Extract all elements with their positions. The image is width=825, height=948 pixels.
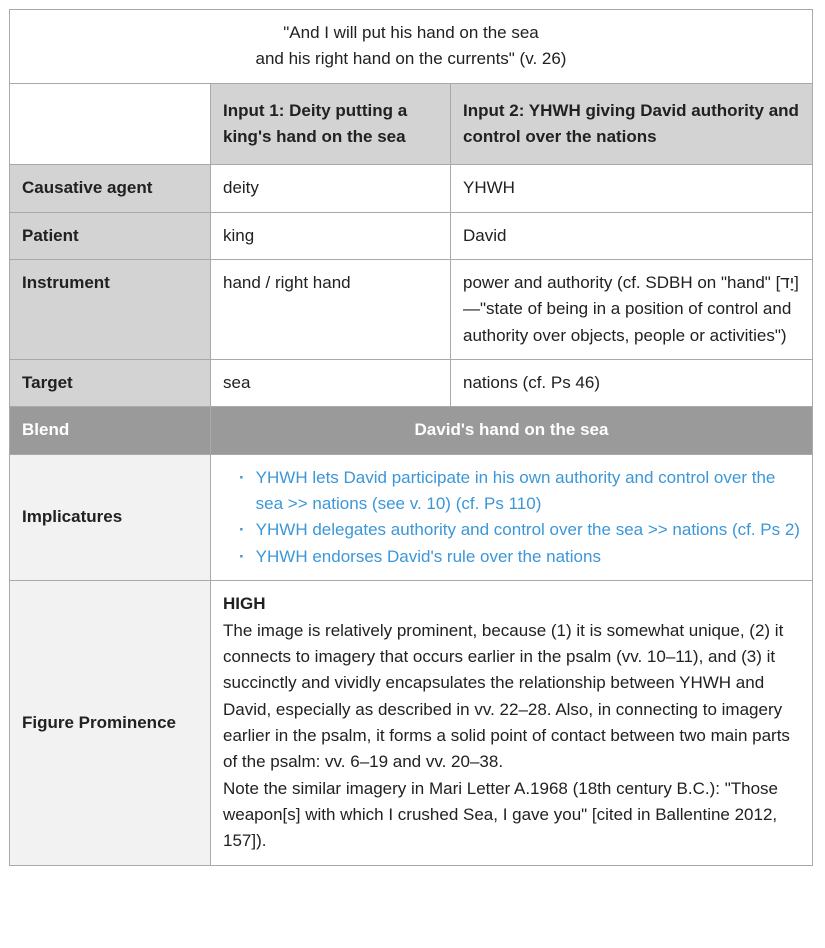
row-label-target: Target <box>10 360 211 407</box>
list-item <box>239 465 800 518</box>
verse-quote-line-2: and his right hand on the currents" (v. 26) <box>255 49 567 69</box>
instrument-input-2: power and authority (cf. SDBH on "hand" [יָד] —"state of being in a position of control and authority over objects, people or activities") <box>451 260 813 360</box>
target-input-2: nations (cf. Ps 46) <box>451 360 813 407</box>
instrument-input-1: hand / right hand <box>211 260 451 360</box>
table-row-implicatures <box>10 454 813 580</box>
patient-input-1: king <box>211 212 451 259</box>
row-label-blend: Blend <box>10 407 211 454</box>
verse-quote-line-1: "And I will put his hand on the sea <box>283 23 539 42</box>
row-label-causative-agent: Causative agent <box>10 165 211 212</box>
row-label-figure-prominence: Figure Prominence <box>10 581 211 865</box>
implicature-text: YHWH delegates authority and control over the sea >> nations (cf. Ps 2) <box>255 520 800 540</box>
table-row-instrument <box>10 260 813 360</box>
blend-value: David's hand on the sea <box>211 407 813 454</box>
table-row-blend <box>10 407 813 454</box>
causative-agent-input-1: deity <box>211 165 451 212</box>
blend-analysis-table <box>9 9 813 866</box>
figure-prominence-rating: HIGH <box>223 594 266 614</box>
figure-prominence-paragraph: The image is relatively prominent, because (1) it is somewhat unique, (2) it connects to imagery that occurs earlier in the psalm (vv. 10–11), and (3) it succinctly and vividly encapsulates the relationship between YHWH and David, especially as described in vv. 22–28. Also, in connecting to imagery earlier in the psalm, it forms a solid point of contact between two main parts of the psalm: vv. 6–19 and vv. 20–38. <box>223 620 790 772</box>
table-row-figure-prominence <box>10 581 813 865</box>
implicature-text: YHWH lets David participate in his own authority and control over the sea >> nations (see v. 10) (cf. Ps 110) <box>255 467 776 514</box>
implicature-text: YHWH endorses David's rule over the nations <box>255 546 601 566</box>
list-item <box>239 517 800 543</box>
figure-prominence-cell <box>211 581 813 865</box>
table-row-target <box>10 360 813 407</box>
column-header-input-2: Input 2: YHWH giving David authority and control over the nations <box>451 83 813 165</box>
row-label-implicatures: Implicatures <box>10 454 211 580</box>
quote-row <box>10 10 813 84</box>
column-header-row <box>10 83 813 165</box>
column-header-input-1: Input 1: Deity putting a king's hand on the sea <box>211 83 451 165</box>
corner-cell <box>10 83 211 165</box>
table-row-causative-agent <box>10 165 813 212</box>
bullet-icon: · <box>239 520 245 540</box>
patient-input-2: David <box>451 212 813 259</box>
list-item <box>239 544 800 570</box>
bullet-icon: · <box>239 546 245 566</box>
target-input-1: sea <box>211 360 451 407</box>
implicatures-cell <box>211 454 813 580</box>
table-row-patient <box>10 212 813 259</box>
row-label-patient: Patient <box>10 212 211 259</box>
bullet-icon: · <box>239 467 245 487</box>
row-label-instrument: Instrument <box>10 260 211 360</box>
implicatures-list <box>223 465 800 570</box>
figure-prominence-note: Note the similar imagery in Mari Letter A.1968 (18th century B.C.): "Those weapon[s] with which I crushed Sea, I gave you" [cited in Ballentine 2012, 157]). <box>223 778 778 851</box>
causative-agent-input-2: YHWH <box>451 165 813 212</box>
verse-quote-cell <box>10 10 813 84</box>
